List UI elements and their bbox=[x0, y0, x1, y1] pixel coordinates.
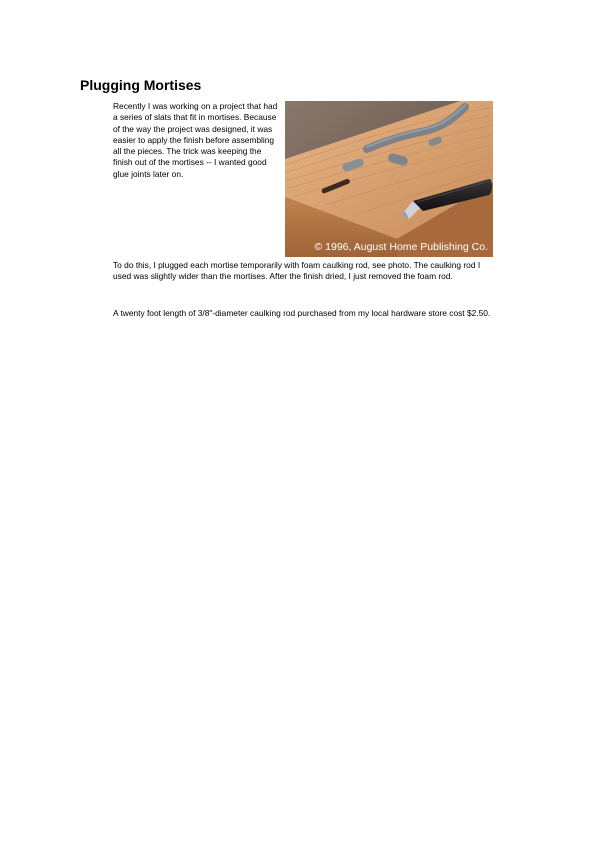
page-title: Plugging Mortises bbox=[80, 77, 202, 93]
photo-copyright: © 1996, August Home Publishing Co. bbox=[314, 241, 488, 253]
body-paragraph: To do this, I plugged each mortise temporarily with foam caulking rod, see photo. The caulking rod I used was slightly wider than the mortises. After the finish dried, I just removed the foam rod. bbox=[113, 260, 481, 282]
article-photo bbox=[285, 101, 493, 257]
intro-paragraph: Recently I was working on a project that had a series of slats that fit in mortises. Because of the way the project was designed, it was easier to apply the finish before assembling all the pieces. The trick was keeping the finish out of the mortises -- I wanted good glue joints later on. bbox=[113, 101, 278, 179]
body-paragraph: A twenty foot length of 3/8"-diameter caulking rod purchased from my local hardware store cost $2.50. bbox=[113, 308, 491, 318]
